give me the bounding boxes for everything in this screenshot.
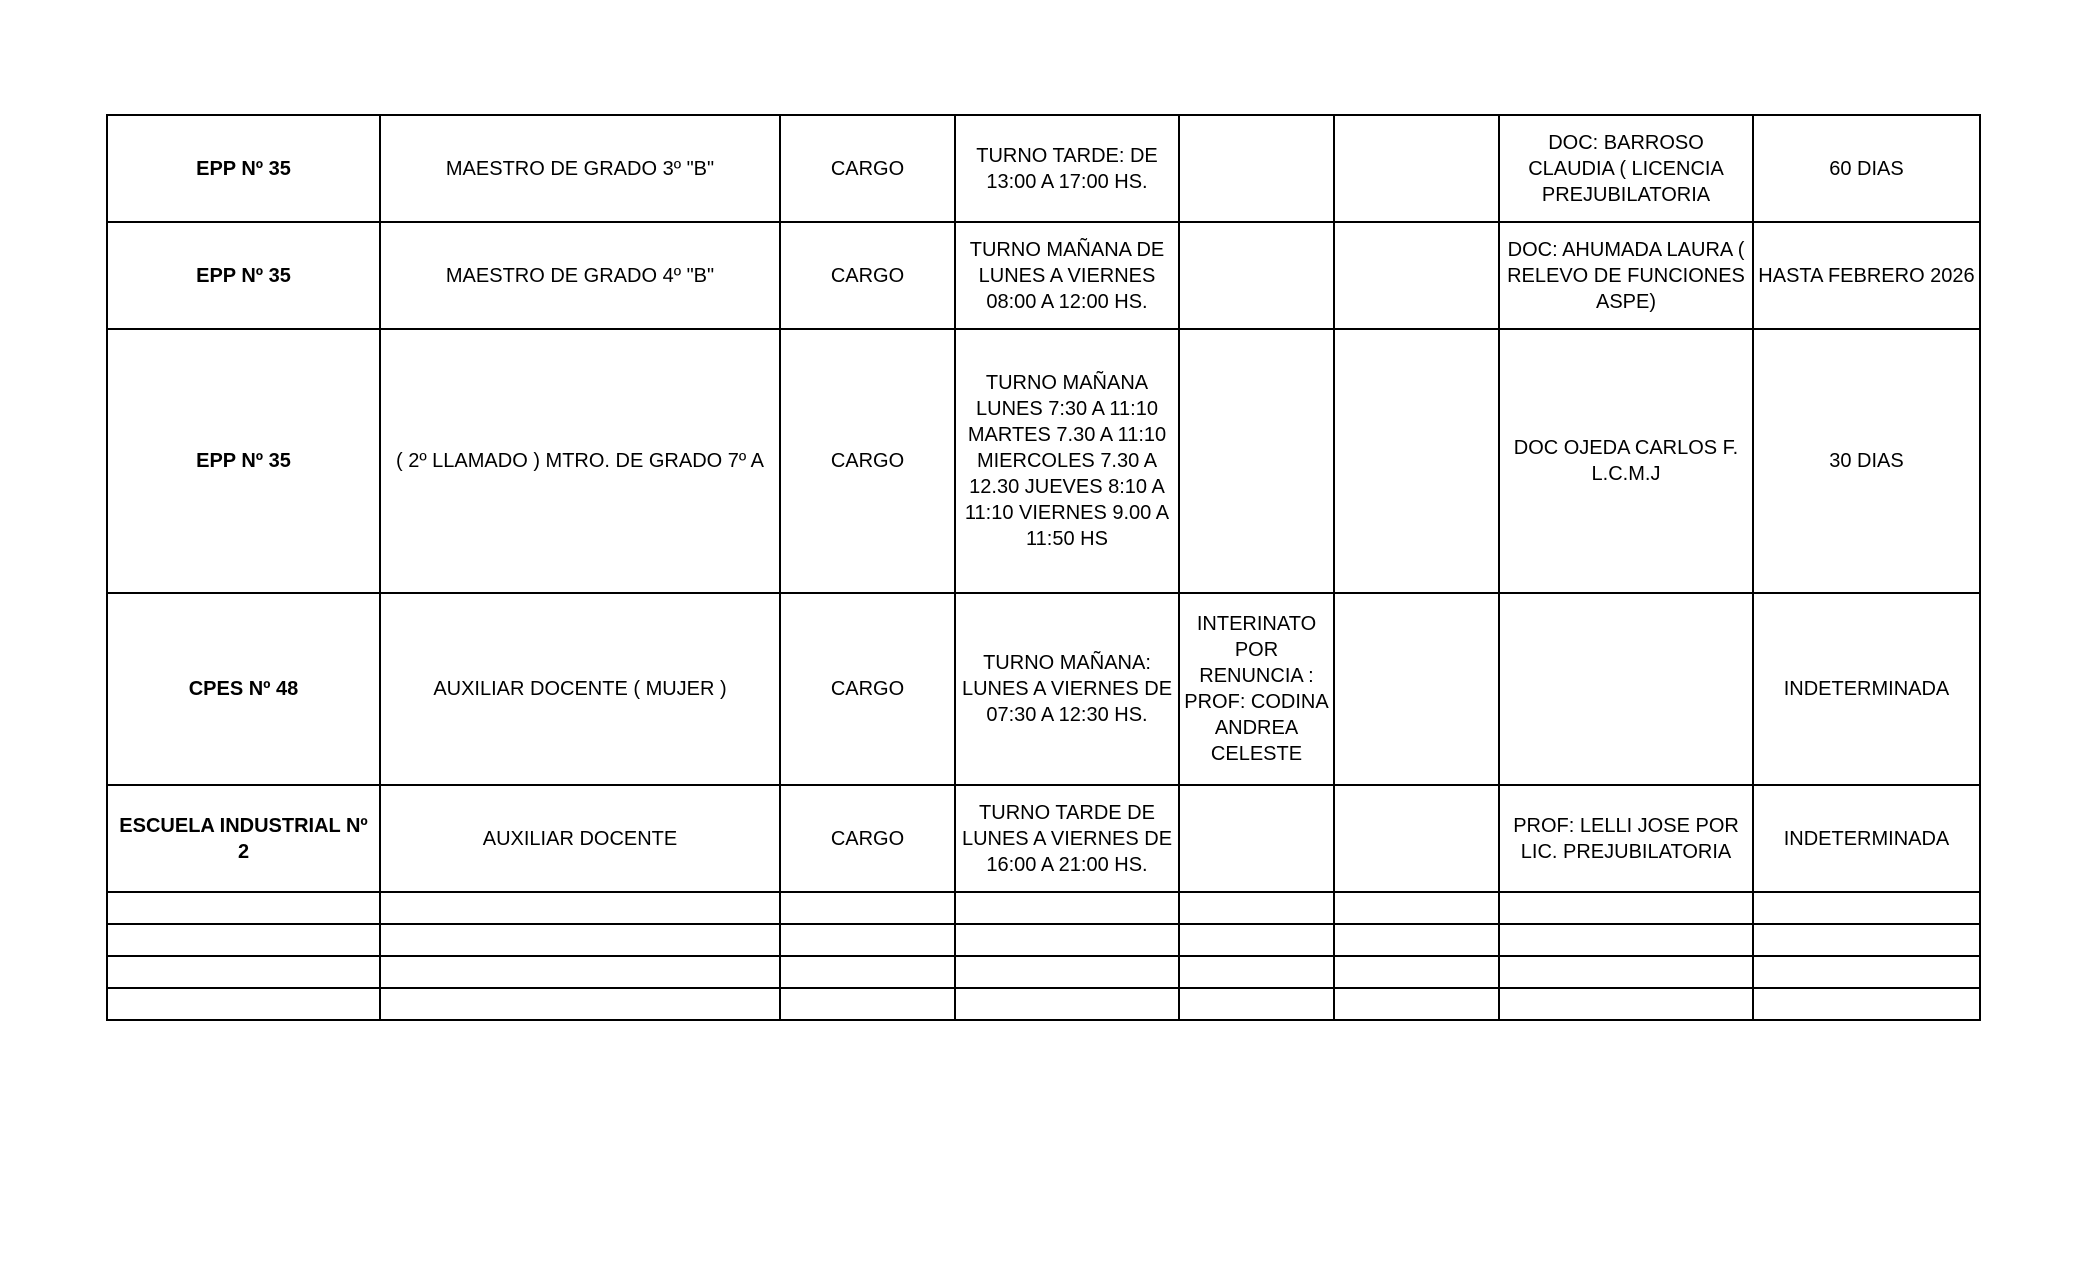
table-row	[107, 593, 1980, 785]
table-row	[107, 222, 1980, 329]
schedule-cell: TURNO TARDE: DE 13:00 A 17:00 HS.	[955, 115, 1179, 222]
empty-cell	[780, 924, 955, 956]
empty-cell	[1334, 924, 1499, 956]
empty-cell	[1179, 924, 1334, 956]
empty-cell	[1334, 956, 1499, 988]
type-cell: CARGO	[780, 115, 955, 222]
type-cell: CARGO	[780, 593, 955, 785]
position-cell: AUXILIAR DOCENTE ( MUJER )	[380, 593, 780, 785]
type-cell: CARGO	[780, 329, 955, 593]
empty-cell	[1753, 924, 1980, 956]
table-row	[107, 329, 1980, 593]
school-cell: CPES Nº 48	[107, 593, 380, 785]
school-cell: EPP Nº 35	[107, 115, 380, 222]
empty-cell	[380, 988, 780, 1020]
schedule-cell: TURNO MAÑANA LUNES 7:30 A 11:10 MARTES 7.30 A 11:10 MIERCOLES 7.30 A 12.30 JUEVES 8:10 A 11:10 VIERNES 9.00 A 11:50 HS	[955, 329, 1179, 593]
schedule-cell: TURNO MAÑANA: LUNES A VIERNES DE 07:30 A 12:30 HS.	[955, 593, 1179, 785]
extra-cell	[1334, 115, 1499, 222]
empty-row	[107, 988, 1980, 1020]
empty-cell	[1499, 924, 1753, 956]
extra-cell	[1334, 785, 1499, 892]
empty-cell	[780, 988, 955, 1020]
replaces-cell	[1499, 593, 1753, 785]
schedule-cell: TURNO MAÑANA DE LUNES A VIERNES 08:00 A 12:00 HS.	[955, 222, 1179, 329]
duration-cell: HASTA FEBRERO 2026	[1753, 222, 1980, 329]
table-row	[107, 115, 1980, 222]
empty-cell	[107, 892, 380, 924]
empty-cell	[1179, 988, 1334, 1020]
empty-cell	[1179, 956, 1334, 988]
reason-cell	[1179, 785, 1334, 892]
extra-cell	[1334, 329, 1499, 593]
empty-cell	[955, 892, 1179, 924]
reason-cell: INTERINATO POR RENUNCIA : PROF: CODINA ANDREA CELESTE	[1179, 593, 1334, 785]
school-cell: EPP Nº 35	[107, 222, 380, 329]
position-cell: AUXILIAR DOCENTE	[380, 785, 780, 892]
empty-row	[107, 892, 1980, 924]
replaces-cell: DOC: BARROSO CLAUDIA ( LICENCIA PREJUBILATORIA	[1499, 115, 1753, 222]
table-row	[107, 785, 1980, 892]
duration-cell: 30 DIAS	[1753, 329, 1980, 593]
schedule-cell: TURNO TARDE DE LUNES A VIERNES DE 16:00 A 21:00 HS.	[955, 785, 1179, 892]
empty-row	[107, 924, 1980, 956]
empty-cell	[1499, 892, 1753, 924]
empty-cell	[1499, 988, 1753, 1020]
duration-cell: INDETERMINADA	[1753, 785, 1980, 892]
reason-cell	[1179, 222, 1334, 329]
position-cell: MAESTRO DE GRADO 4º "B"	[380, 222, 780, 329]
empty-cell	[1753, 956, 1980, 988]
empty-cell	[107, 956, 380, 988]
empty-cell	[1499, 956, 1753, 988]
empty-cell	[380, 892, 780, 924]
empty-cell	[780, 892, 955, 924]
empty-cell	[780, 956, 955, 988]
type-cell: CARGO	[780, 222, 955, 329]
extra-cell	[1334, 222, 1499, 329]
empty-row	[107, 956, 1980, 988]
empty-cell	[1334, 988, 1499, 1020]
empty-cell	[107, 988, 380, 1020]
duration-cell: 60 DIAS	[1753, 115, 1980, 222]
empty-cell	[1334, 892, 1499, 924]
position-cell: ( 2º LLAMADO ) MTRO. DE GRADO 7º A	[380, 329, 780, 593]
replaces-cell: DOC: AHUMADA LAURA ( RELEVO DE FUNCIONES ASPE)	[1499, 222, 1753, 329]
duration-cell: INDETERMINADA	[1753, 593, 1980, 785]
vacancies-table	[106, 114, 1981, 1021]
empty-cell	[380, 924, 780, 956]
empty-cell	[1753, 892, 1980, 924]
replaces-cell: PROF: LELLI JOSE POR LIC. PREJUBILATORIA	[1499, 785, 1753, 892]
empty-cell	[955, 924, 1179, 956]
reason-cell	[1179, 329, 1334, 593]
empty-cell	[107, 924, 380, 956]
extra-cell	[1334, 593, 1499, 785]
replaces-cell: DOC OJEDA CARLOS F. L.C.M.J	[1499, 329, 1753, 593]
position-cell: MAESTRO DE GRADO 3º "B"	[380, 115, 780, 222]
reason-cell	[1179, 115, 1334, 222]
empty-cell	[380, 956, 780, 988]
school-cell: ESCUELA INDUSTRIAL Nº 2	[107, 785, 380, 892]
empty-cell	[955, 956, 1179, 988]
type-cell: CARGO	[780, 785, 955, 892]
school-cell: EPP Nº 35	[107, 329, 380, 593]
empty-cell	[1753, 988, 1980, 1020]
empty-cell	[1179, 892, 1334, 924]
empty-cell	[955, 988, 1179, 1020]
